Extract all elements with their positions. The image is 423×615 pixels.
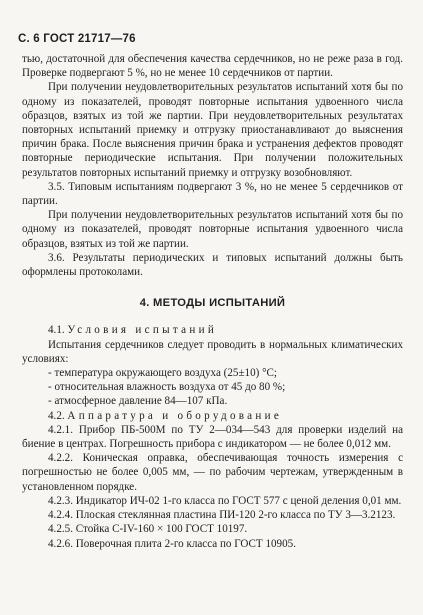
paragraph-periodic-failure: При получении неудовлетворительных результатов испытаний хотя бы по одному из показателей, проводят повторные испытания удвоенного числа образцов, взятых из той же партии. При неудовлетворительных результатах повторных испытаний приемку и отгрузку приостанавливают до выяснения причин брака. После выяснения причин брака и устранения дефектов проводят повторные периодические испытания. При получении положительных результатов повторных испытаний приемку и отгрузку возобновляют. <box>22 81 403 179</box>
subsection-4-1-title: Условия испытаний <box>67 324 218 337</box>
paragraph-continuation: тью, достаточной для обеспечения качества сердечников, но не реже раза в год. Проверке подвергают 5 %, но не менее 10 сердечников от партии. <box>22 53 403 80</box>
page-header: С. 6 ГОСТ 21717—76 <box>18 33 136 45</box>
equipment-item: 4.2.2. Коническая оправка, обеспечивающая точность измерения с погрешностью не более 0,005 мм, — по рабочим чертежам, утвержденным в установленном порядке. <box>22 452 403 493</box>
subsection-4-2-heading <box>22 409 403 423</box>
subsection-4-1-heading <box>22 323 403 337</box>
equipment-item: 4.2.4. Плоская стеклянная пластина ПИ-120 2-го класса по ТУ 3—3.2123. <box>48 509 396 522</box>
subsection-4-1-number: 4.1. <box>48 324 65 337</box>
condition-item: - температура окружающего воздуха (25±10) °C; <box>48 367 278 380</box>
equipment-item: 4.2.3. Индикатор ИЧ-02 1-го класса по ГОСТ 577 с ценой деления 0,01 мм. <box>48 494 402 507</box>
section-title: 4. МЕТОДЫ ИСПЫТАНИЙ <box>139 297 286 310</box>
subsection-4-2-title: Аппаратура и оборудование <box>67 409 283 422</box>
document-body <box>22 52 403 551</box>
equipment-item: 4.2.5. Стойка С-IV-160 × 100 ГОСТ 10197. <box>48 523 248 536</box>
subsection-4-2-number: 4.2. <box>48 409 65 422</box>
subsection-4-1-text: Испытания сердечников следует проводить в нормальных климатических условиях: <box>22 338 403 365</box>
equipment-item: 4.2.1. Прибор ПБ-500М по ТУ 2—034—543 для проверки изделий на биение в центрах. Погрешность прибора с индикатором — не более 0,012 мм. <box>22 423 403 451</box>
equipment-item: 4.2.6. Поверочная плита 2-го класса по ГОСТ 10905. <box>48 537 296 550</box>
paragraph-3-5: 3.5. Типовым испытаниям подвергают 3 %, но не менее 5 сердечников от партии. <box>22 180 403 208</box>
paragraph-3-6: 3.6. Результаты периодических и типовых испытаний должны быть оформлены протоколами. <box>22 251 403 279</box>
paragraph-type-failure: При получении неудовлетворительных результатов испытаний хотя бы по одному из показателей, проводят повторные испытания удвоенного числа образцов, взятых из той же партии. <box>22 209 403 250</box>
condition-item: - относительная влажность воздуха от 45 до 80 %; <box>48 381 286 394</box>
condition-item: - атмосферное давление 84—107 кПа. <box>48 395 228 408</box>
